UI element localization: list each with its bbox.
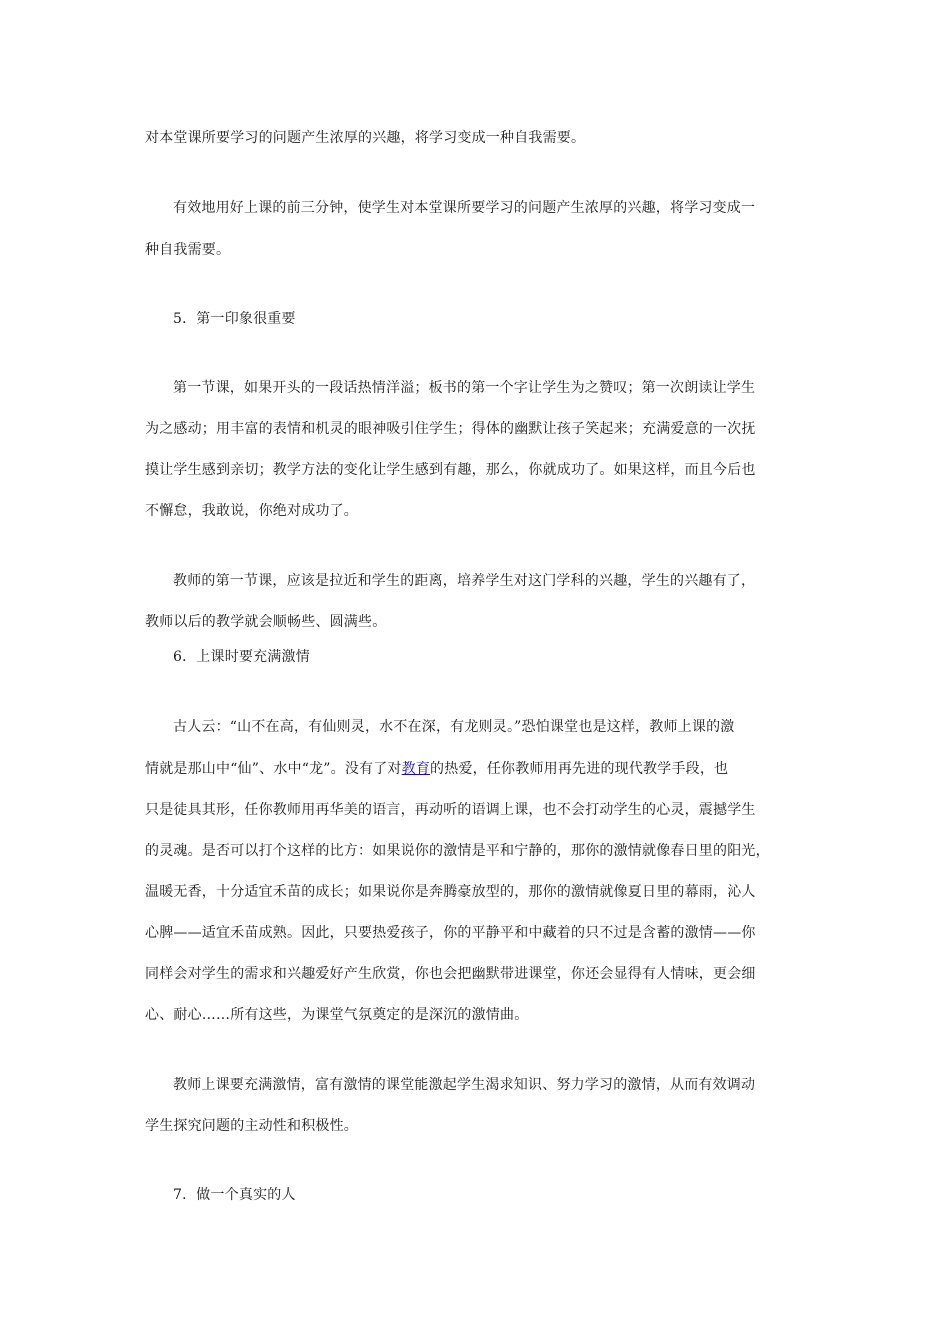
- text-segment: 的热爱，任你教师用再先进的现代教学手段，也: [430, 761, 729, 777]
- paragraph-line: 教师上课要充满激情，富有激情的课堂能激起学生渴求知识、努力学习的激情，从而有效调动: [173, 1077, 756, 1093]
- paragraph-line: 教师以后的教学就会顺畅些、圆满些。: [145, 614, 387, 630]
- paragraph-line: 只是徒具其形，任你教师用再华美的语言，再动听的语调上课，也不会打动学生的心灵，震撼学生: [145, 802, 756, 818]
- paragraph-line: 温暖无香，十分适宜禾苗的成长；如果说你是奔腾豪放型的，那你的激情就像夏日里的幕雨，沁人: [145, 884, 756, 900]
- paragraph-line: 心脾——适宜禾苗成熟。因此，只要热爱孩子，你的平静平和中藏着的只不过是含蓄的激情——你: [145, 925, 756, 941]
- paragraph-line: 教师的第一节课，应该是拉近和学生的距离，培养学生对这门学科的兴趣，学生的兴趣有了，: [173, 573, 756, 589]
- paragraph-line: 为之感动；用丰富的表情和机灵的眼神吸引住学生；得体的幽默让孩子笑起来；充满爱意的一次抚: [145, 421, 756, 437]
- paragraph-line: 有效地用好上课的前三分钟，使学生对本堂课所要学习的问题产生浓厚的兴趣，将学习变成一: [173, 200, 756, 216]
- paragraph-line: 心、耐心……所有这些，为课堂气氛奠定的是深沉的激情曲。: [145, 1007, 529, 1023]
- section-heading-6: 6．上课时要充满激情: [173, 649, 310, 665]
- section-heading-7: 7．做一个真实的人: [173, 1187, 296, 1203]
- paragraph-line: 摸让学生感到亲切；教学方法的变化让学生感到有趣，那么，你就成功了。如果这样，而且今后也: [145, 462, 756, 478]
- section-heading-5: 5．第一印象很重要: [173, 311, 296, 327]
- paragraph-line: 学生探究问题的主动性和积极性。: [145, 1118, 358, 1134]
- paragraph-line: 不懈怠，我敢说，你绝对成功了。: [145, 503, 358, 519]
- paragraph-line: 古人云：“山不在高，有仙则灵，水不在深，有龙则灵。”恐怕课堂也是这样，教师上课的激: [173, 719, 735, 735]
- education-link[interactable]: 教育: [401, 761, 431, 777]
- paragraph-line: 第一节课，如果开头的一段话热情洋溢；板书的第一个字让学生为之赞叹；第一次朗读让学生: [173, 380, 756, 396]
- paragraph-line: 种自我需要。: [145, 242, 231, 258]
- paragraph-line: [145, 759, 728, 779]
- text-segment: 情就是那山中“仙”、水中“龙”。没有了对: [145, 761, 402, 777]
- paragraph-line: 的灵魂。是否可以打个这样的比方：如果说你的激情是平和宁静的，那你的激情就像春日里的阳光，: [145, 843, 770, 859]
- paragraph-line: 对本堂课所要学习的问题产生浓厚的兴趣，将学习变成一种自我需要。: [145, 130, 586, 146]
- paragraph-line: 同样会对学生的需求和兴趣爱好产生欣赏，你也会把幽默带进课堂，你还会显得有人情味，更会细: [145, 966, 756, 982]
